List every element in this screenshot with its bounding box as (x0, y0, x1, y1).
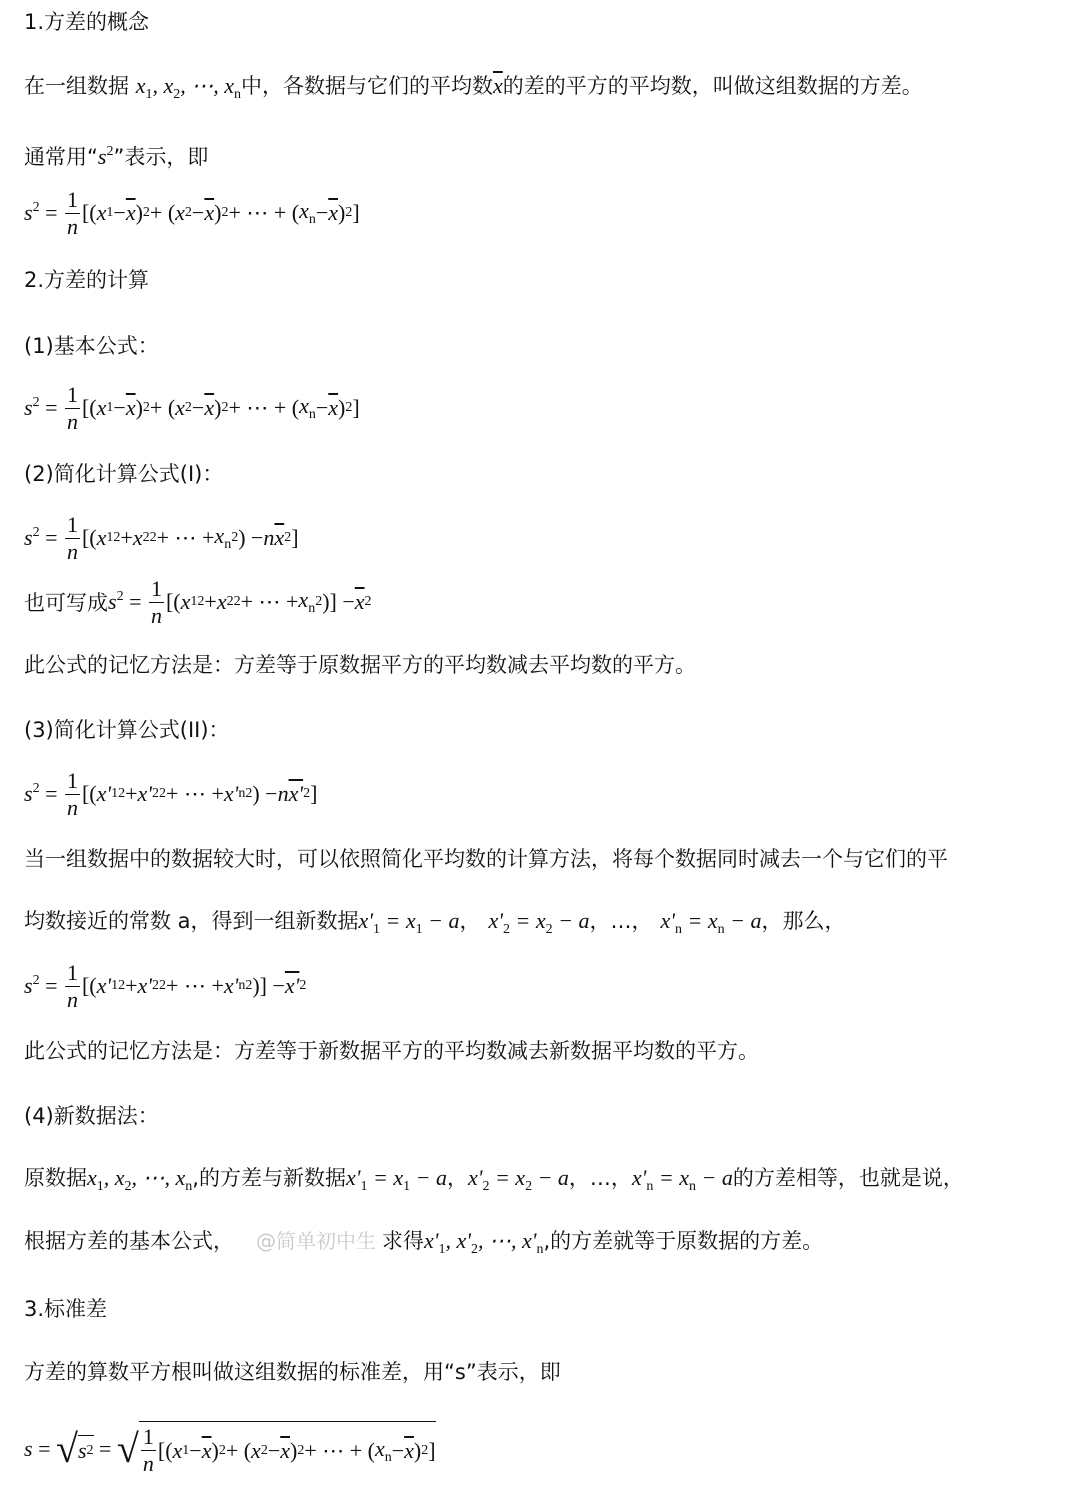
formula-simplified-2-alt: $s^2$ = $\frac{1}{n}$ [( x' 1 2 + x' 2 2 + ⋯ + x' n 2 )] − x' 2 (24, 959, 307, 1012)
simplified-formula-2-label: (3)简化计算公式(II)： (24, 718, 230, 742)
memory-tip-2: 此公式的记忆方法是：方差等于新数据平方的平均数减去新数据平均数的平方。 (24, 1039, 759, 1063)
simplified-formula-1-label: (2)简化计算公式(I)： (24, 462, 224, 486)
formula-simplified-1: $s^2$ = $\frac{1}{n}$ [( x 1 2 + x 2 2 + ⋯ + $x_n$ 2 ) − n $\overline{x}$ 2 ] (24, 511, 299, 564)
basic-formula-label: (1)基本公式： (24, 334, 159, 358)
formula-basic-1: $s^2$ = $\frac{1}{n}$ [( x 1 − $\overline{x}$ ) 2 + ( x 2 − $\overline{x}$ ) 2 + ⋯ + ( $x_n$ − $\overline{x}$ ) 2 ] (24, 186, 360, 239)
section-3-heading: 3.标准差 (24, 1297, 108, 1321)
notation-line: 通常用“$s^2$”表示，即 (24, 144, 209, 169)
new-data-method-label: (4)新数据法： (24, 1104, 159, 1128)
new-data-constant-line: 均数接近的常数 a，得到一组新数据$x'_1 = x_1 - a$， $x'_2 = x_2 - a$，…， $x'_n = x_n - a$，那么， (24, 908, 846, 937)
watermark: @简单初中生 (256, 1229, 376, 1253)
formula-standard-deviation: s = √ s 2 = √ $\frac{1}{n}$ [( x 1 − $\overline{x}$ ) 2 + ( x 2 − $\overline{x}$ ) 2 + ⋯ + ( $x_n$ − $\overline{x}$ ) 2 ] (24, 1414, 436, 1484)
new-data-method-text-1: 原数据$x_1$, $x_2$, ⋯, $x_n$,的方差与新数据$x'_1 = x_1 - a$，$x'_2 = x_2 - a$，…，$x'_n = x_n - a$的方差相等，也就是说， (24, 1165, 964, 1194)
new-data-method-text-2: 根据方差的基本公式， @简单初中生 求得$x'_1$, $x'_2$, ⋯, $x'_n$,的方差就等于原数据的方差。 (24, 1228, 824, 1257)
formula-alt-form: 也可写成 $s^2$ = $\frac{1}{n}$ [( x 1 2 + x 2 2 + ⋯ + $x_n$ 2 )] − $\overline{x}$ 2 (24, 575, 372, 628)
std-dev-definition: 方差的算数平方根叫做这组数据的标准差，用“s”表示，即 (24, 1360, 561, 1384)
formula-basic-2: $s^2$ = $\frac{1}{n}$ [( x 1 − $\overline{x}$ ) 2 + ( x 2 − $\overline{x}$ ) 2 + ⋯ + ( $x_n$ − $\overline{x}$ ) 2 ] (24, 381, 360, 434)
memory-tip-1: 此公式的记忆方法是：方差等于原数据平方的平均数减去平均数的平方。 (24, 653, 696, 677)
large-data-text: 当一组数据中的数据较大时，可以依照简化平均数的计算方法，将每个数据同时减去一个与它们的平 (24, 847, 948, 871)
variance-definition: 在一组数据 $x_1$, $x_2$, ⋯, $x_n$中，各数据与它们的平均数$\overline{x}$的差的平方的平均数，叫做这组数据的方差。 (24, 73, 923, 102)
formula-simplified-2: $s^2$ = $\frac{1}{n}$ [( x' 1 2 + x' 2 2 + ⋯ + x' n 2 ) − n x' 2 ] (24, 767, 318, 820)
section-2-heading: 2.方差的计算 (24, 268, 150, 292)
section-1-heading: 1.方差的概念 (24, 10, 150, 34)
